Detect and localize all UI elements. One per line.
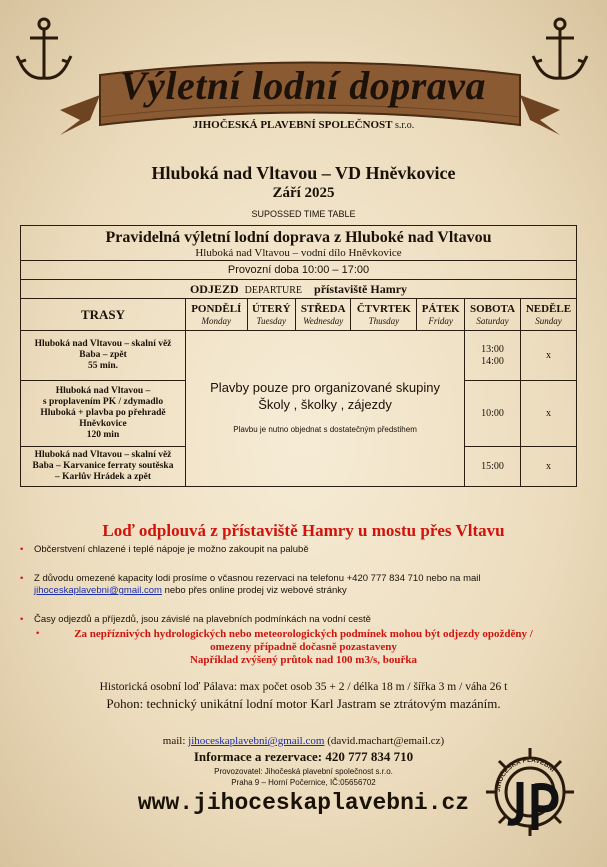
reservation-text: Z důvodu omezené kapacity lodi prosíme o včasnou rezervaci na telefonu +420 777 834 710 nebo na mail [34,573,481,584]
table-heading-text: Pravidelná výletní lodní doprava z Hluboké nad Vltavou [105,229,492,246]
weather-warning-1: Za nepříznivých hydrologických nebo meteorologických podmínek mohou být odjezdy opožděny / [74,628,533,640]
contact-email-link[interactable]: jihoceskaplavebni@gmail.com [188,735,325,747]
saturday-time: 15:00 [465,447,521,487]
day-header [465,299,521,331]
day-cz: ÚTERÝ [252,302,291,315]
operating-hours: Provozní doba 10:00 – 17:00 [21,261,577,280]
route-line: 55 min. [87,361,119,371]
table-row [21,331,577,381]
engine-info: Pohon: technický unikátní lodní motor Karl Jastram se ztrátovým mazáním. [106,696,501,711]
route-line: – Karlův Hrádek a zpět [54,472,152,482]
trasy-header: TRASY [21,299,186,331]
day-en: Friday [428,315,453,326]
route-cell [21,331,186,381]
route-line: Baba – zpět [79,350,127,360]
bullet-text: Časy odjezdů a příjezdů, jsou závislé na plavebních podmínkách na vodní cestě [34,614,371,625]
departure-label: DEPARTURE [244,284,303,296]
day-en: Sunday [535,315,562,326]
table-row [21,280,577,299]
day-cz: NEDĚLE [525,302,572,315]
group-only-note: Plavbu je nutno objednat s dostatečným předstihem [233,425,417,434]
day-en: Saturday [476,315,509,326]
table-row [21,261,577,280]
table-row [21,299,577,331]
bullet-refreshments [22,544,582,556]
day-cz: ČTVRTEK [356,302,411,315]
day-header [417,299,465,331]
reservation-phone: Informace a rezervace: 420 777 834 710 [193,749,414,764]
table-row [21,226,577,261]
month-title: Září 2025 [272,185,335,201]
bullet-icon: • [20,614,24,625]
departure-header [21,280,577,299]
day-en: Thusday [368,315,400,326]
saturday-time [465,331,521,381]
operator-line-2: Praha 9 – Horní Počernice, IČ:05656702 [231,778,376,787]
group-only-line2: Školy , školky , zájezdy [258,397,392,412]
route-line: s proplavením PK / zdymadlo [42,397,164,407]
route-line: Hluboká nad Vltavou – skalní věž [34,339,172,349]
bullet-icon: • [20,544,24,555]
day-cz: PONDĚLÍ [191,302,242,315]
ship-info: Historická osobní loď Pálava: max počet osob 35 + 2 / délka 18 m / šířka 3 m / váha 26 t [99,681,508,693]
supposed-label: SUPOSSED TIME TABLE [251,209,356,219]
poster-title: Výletní lodní doprava [119,63,487,108]
route-title: Hluboká nad Vltavou – VD Hněvkovice [151,163,456,183]
sunday-time: x [520,447,576,487]
day-cz: STŘEDA [300,302,346,315]
day-cz: SOBOTA [469,302,516,315]
sunday-time: x [520,381,576,447]
weather-warning-2: omezeny případně dočasně pozastaveny [210,641,397,653]
bullet-icon: • [20,573,24,584]
route-line: Hněvkovice [79,419,127,429]
sunday-time: x [520,331,576,381]
company-suffix: s.r.o. [395,120,415,131]
route-cell [21,381,186,447]
mail-label: mail: [162,735,189,747]
mail-alt: (david.machart@email.cz) [324,735,445,747]
day-header [520,299,576,331]
departure-pier-heading: Loď odplouvá z přístaviště Hamry u mostu přes Vltavu [102,521,505,540]
table-subheading: Hluboká nad Vltavou – vodní dílo Hněvkovice [195,247,402,259]
day-cz: PÁTEK [421,302,460,315]
timetable [20,225,577,487]
saturday-time: 10:00 [465,381,521,447]
reservation-text-tail: nebo přes online prodej viz webové stránky [161,585,347,596]
day-en: Monday [201,315,231,326]
logo-text: JIHOČESKÁ PLAVEBNÍ [494,756,557,793]
operator-line-1: Provozovatel: Jihočeská plavební společnost s.r.o. [214,767,393,776]
group-only-cell [186,331,465,487]
route-line: 120 min [86,430,120,440]
day-header [186,299,248,331]
bullet-text: Občerstvení chlazené i teplé nápoje je možno zakoupit na palubě [34,544,309,555]
route-line: Hluboká nad Vltavou – skalní věž [34,450,172,460]
weather-warning-3: Například zvýšený průtok nad 100 m3/s, bouřka [189,654,418,666]
bullet-text [22,573,582,597]
group-only-line1: Plavby pouze pro organizované skupiny [210,380,440,395]
time-value: 13:00 [481,343,504,355]
time-value: 14:00 [481,355,504,367]
day-header [296,299,351,331]
bullet-icon: • [36,628,40,639]
website-link[interactable]: www.jihoceskaplavebni.cz [137,790,470,816]
bullet-times [22,614,582,626]
odjezd-label: ODJEZD [189,281,239,296]
company-name [0,119,607,131]
route-line: Hluboká nad Vltavou – [55,386,151,396]
route-cell [21,447,186,487]
day-header [247,299,296,331]
route-line: Hluboká + plavba po přehradě [40,408,166,418]
pier-label: přístaviště Hamry [314,281,408,296]
day-en: Wednesday [303,315,344,326]
day-en: Tuesday [256,315,287,326]
reservation-email-link[interactable]: jihoceskaplavebni@gmail.com [34,585,162,596]
route-line: Baba – Karvanice ferraty soutěska [32,461,174,471]
bullet-reservation [22,573,582,597]
company-logo [480,742,580,842]
company-label: JIHOČESKÁ PLAVEBNÍ SPOLEČNOST [192,119,393,131]
day-header [351,299,417,331]
table-heading [21,226,577,261]
